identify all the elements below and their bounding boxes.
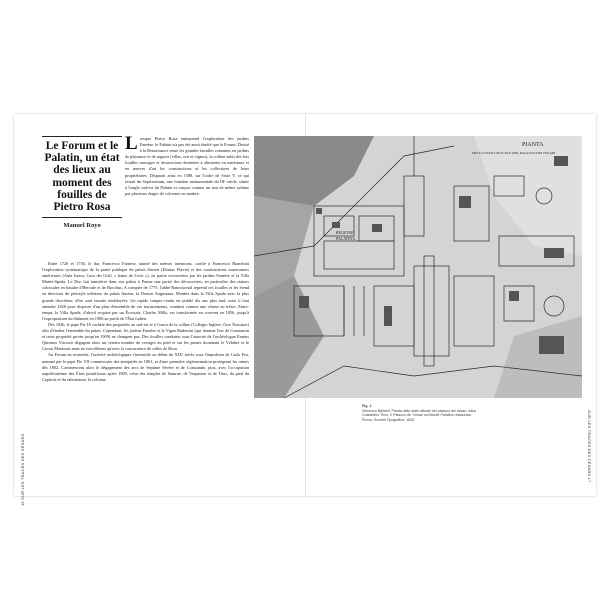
figure-label: Fig. 1. xyxy=(362,404,373,408)
title-top-rule xyxy=(42,136,122,137)
body-column-right xyxy=(125,133,249,197)
paragraph-3: Dès 1846, le pape Pie IX rachète des propriétés au sud-est et à l'ouest de la colline (Collegio Inglese, Orto Nussiner) afin d'étudier l'ensemble du palais. Cependant, les jardins Farnèse et la Vigna Barberini (qui domine l'arc de Constantin et reste propriété privée jusqu'en 1909) ne changent pas. Des fouilles conduites sous l'autorité de l'archéologue Ennius Quirinus Visconti dégagent alors un certain nombre de vestiges au pied et sur les pentes dominant le Vélabre et le Circus Maximus mais ne s'accélèrent qu'avec la concurrence de celles de Rosa. xyxy=(42,321,249,352)
drop-cap: L xyxy=(125,133,138,154)
book-spread xyxy=(14,114,596,506)
historic-plan-image xyxy=(254,136,582,398)
caption-text: Vincenzo Ballanti, Pianta dello stato attuale del palazzo dei cesari, dans Costantino Thon, Il Palazzo de' Cesari sul Monte Palatino restaurato, Roma, Società Tipografica, 1828 xyxy=(362,408,477,422)
folio-left: 16 SUR LES TRACES DES CÉSARS xyxy=(20,433,25,506)
map-palatina-label: PALATINA xyxy=(336,236,356,241)
map-region-label: REGIONE xyxy=(336,230,354,235)
map-subtitle: DELLO STATO ATTUALE DEL PALAZZO DEI CESARI xyxy=(472,151,556,155)
folio-right: SUR LES TRACES DES CÉSARS 17 xyxy=(587,410,592,483)
figure-caption xyxy=(362,404,482,422)
palatine-plan-drawing xyxy=(254,136,582,398)
paragraph-1: orsque Pietro Rosa entreprend l'exploration des jardins Farnèse, le Palatin n'a pas été aussi étudié que le Forum. Divisé à la Renaissance entre les grandes familles romaines en jardins de plaisance et de rapport (villas, orti et vignes), la colline subit des lots fouilles sauvages et destructions destinées à alimenter en matériaux et en œuvres d'art les constructions et les collections de leurs propriétaires. Disparait ainsi en 1588, sur l'ordre de Sixte V, ce qui restait du Septizonium, une fontaine monumentale du IIIᵉ siècle, située à l'angle sud-est du Palatin et conçue comme un nou de même rythme par plusieurs étages de colonnes en marbre. xyxy=(125,136,249,196)
title-block xyxy=(42,136,122,229)
body-column-full xyxy=(42,261,249,383)
paragraph-2: Entre 1720 et 1730, le duc Francesco Farnèse, animé des mêmes intentions, confie à Francesco Bianchini l'exploration systématique de la partie publique du palais flavien (Domus Flavia) et des constructions souterraines antérieures (Aula Isiaca, Casa dei Grifi, « bains de Livie »), en partie recouvertes par les jardins Farnèse et la Villa Mattei-Spada. Le Duc fait transférer dans son palais à Parme une partie des découvertes, en particulier des statues colossales en basalte d'Hercule et de Bacchus. A compter de 1775, l'abbé Rancoureuil reprend ces fouilles et les étend en direction du péristyle inférieur du palais flavien, la Domus Augustana. Menées dans la Villa Spada avec la plus grande discrétion, elles sont ensuite remblayées. Un rapide compte rendu est publié dix ans plus tard, mais il faut attendre 1828 pour disposer d'un plan d'ensemble de ces terrassements, conduits comme une chasse au trésor. Entre-temps, la Villa Spada, d'abord acquise par un Écossais, Charles Mills, est transformée en couvent en 1856, jusqu'à l'expropriation du bâtiment en 1906 au profit de l'État italien. xyxy=(42,261,249,321)
title-bottom-rule xyxy=(42,217,122,218)
article-author: Manuel Royo xyxy=(63,222,101,230)
paragraph-4: Au Forum en revanche, l'activité archéologique s'intensifie au début du XIXᵉ siècle sous l'impulsion de Carlo Fea, nommé par le pape Pie VII commissaire des antiquités en 1801, et d'une première réglementation protégeant les ruines dès 1802. Commencent alors le dégagement des arcs de Septime Sévère et de Constantin, puis, avec l'occupation napoléonienne des États pontificaux après 1809, celui des temples de Saturne, de Vespasien et de Titus, du pied du Capitole et du tabularium, la colonne xyxy=(42,352,249,382)
article-title: Le Forum et le Palatin, un état des lieux au moment des fouilles de Pietro Rosa xyxy=(44,140,120,214)
map-title: PIANTA xyxy=(522,142,544,148)
